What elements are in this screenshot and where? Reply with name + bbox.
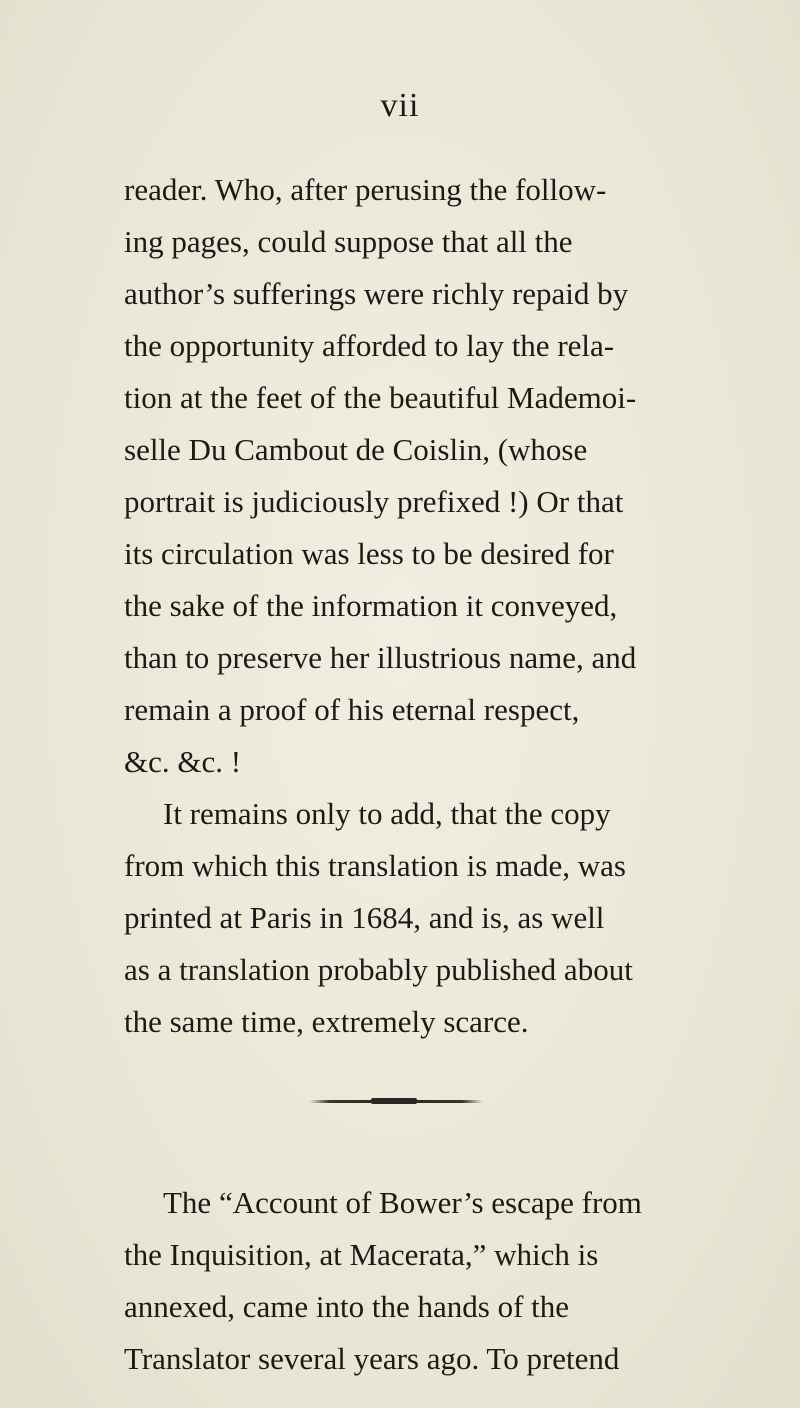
text-line: The “Account of Bower’s escape from bbox=[163, 1185, 642, 1220]
section-divider bbox=[309, 1100, 483, 1103]
text-line: selle Du Cambout de Coislin, (whose bbox=[124, 432, 588, 467]
text-line: as a translation probably published about bbox=[124, 952, 633, 987]
text-line: printed at Paris in 1684, and is, as well bbox=[124, 900, 605, 935]
text-line: the same time, extremely scarce. bbox=[124, 1004, 529, 1039]
text-line: reader. Who, after perusing the follow- bbox=[124, 172, 607, 207]
text-line: the sake of the information it conveyed, bbox=[124, 588, 618, 623]
text-line: ing pages, could suppose that all the bbox=[124, 224, 573, 259]
text-line: It remains only to add, that the copy bbox=[163, 796, 611, 831]
text-line: Translator several years ago. To pretend bbox=[124, 1341, 620, 1376]
text-line: portrait is judiciously prefixed !) Or that bbox=[124, 484, 624, 519]
text-line: author’s sufferings were richly repaid by bbox=[124, 276, 629, 311]
text-line: from which this translation is made, was bbox=[124, 848, 626, 883]
page-number: vii bbox=[380, 87, 420, 124]
text-line: annexed, came into the hands of the bbox=[124, 1289, 570, 1324]
text-line: the Inquisition, at Macerata,” which is bbox=[124, 1237, 599, 1272]
text-line: the opportunity afforded to lay the rela- bbox=[124, 328, 615, 363]
text-line: its circulation was less to be desired for bbox=[124, 536, 614, 571]
text-line: than to preserve her illustrious name, and bbox=[124, 640, 637, 675]
text-line: &c. &c. ! bbox=[124, 744, 242, 779]
text-line: tion at the feet of the beautiful Mademoi- bbox=[124, 380, 637, 415]
text-line: remain a proof of his eternal respect, bbox=[124, 692, 580, 727]
